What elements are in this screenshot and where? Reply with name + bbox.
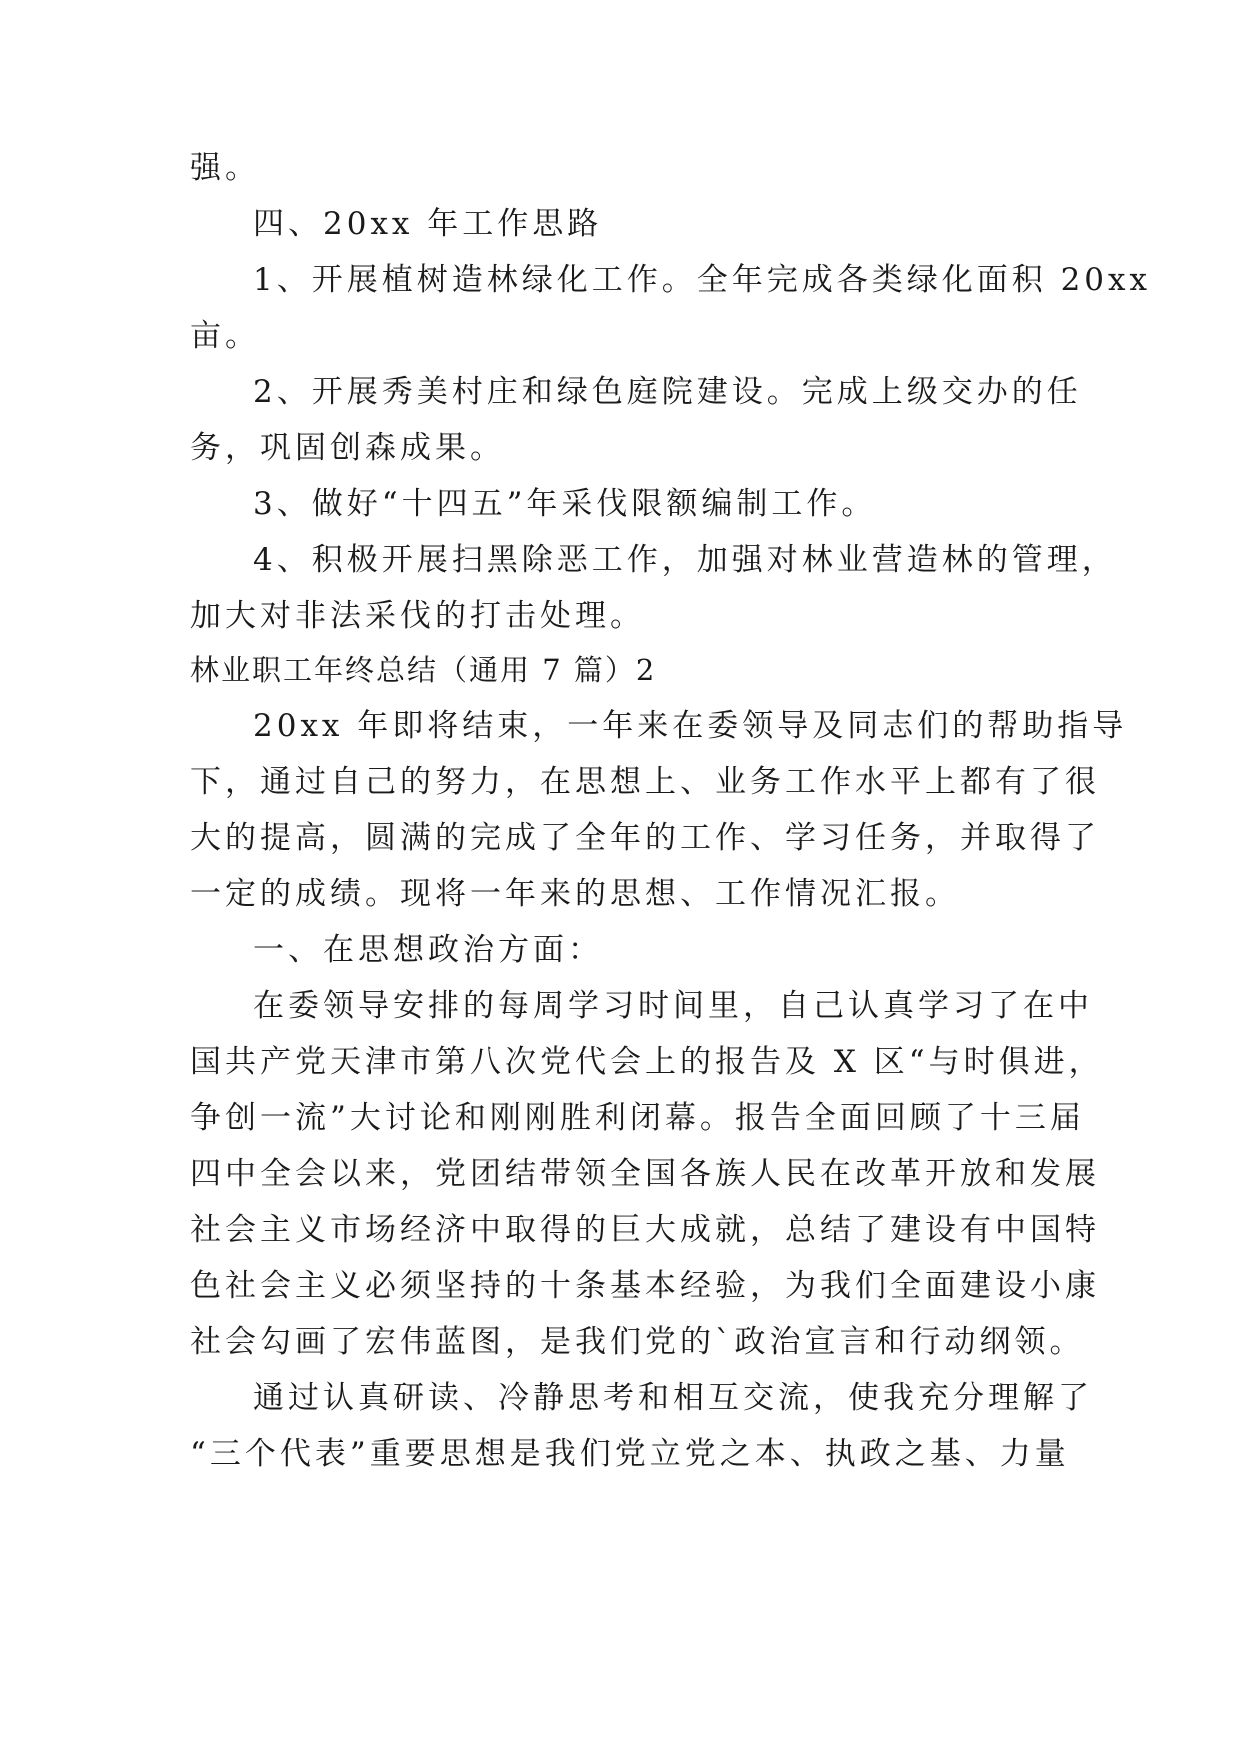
text-line: 大的提高，圆满的完成了全年的工作、学习任务，并取得了 — [190, 820, 1100, 856]
text-line: 亩。 — [190, 318, 260, 354]
text-line: 2、开展秀美村庄和绿色庭院建设。完成上级交办的任 — [253, 374, 1082, 410]
text-line: 20xx 年即将结束，一年来在委领导及同志们的帮助指导 — [253, 708, 1128, 744]
text-line: 争创一流”大讨论和刚刚胜利闭幕。报告全面回顾了十三届 — [190, 1100, 1085, 1136]
text-line: 3、做好“十四五”年采伐限额编制工作。 — [253, 486, 877, 522]
text-line: 通过认真研读、冷静思考和相互交流，使我充分理解了 — [253, 1380, 1093, 1416]
text-line: 社会主义市场经济中取得的巨大成就，总结了建设有中国特 — [190, 1212, 1100, 1248]
text-line: 1、开展植树造林绿化工作。全年完成各类绿化面积 20xx — [253, 262, 1151, 298]
text-line: 强。 — [190, 150, 260, 186]
article-title: 林业职工年终总结（通用 7 篇）2 — [190, 653, 657, 687]
text-line: 国共产党天津市第八次党代会上的报告及 X 区“与时俱进， — [190, 1044, 1104, 1080]
text-line: 4、积极开展扫黑除恶工作，加强对林业营造林的管理， — [253, 542, 1117, 578]
text-line: 色社会主义必须坚持的十条基本经验，为我们全面建设小康 — [190, 1268, 1100, 1304]
text-line: 务，巩固创森成果。 — [190, 430, 505, 466]
text-line: 一定的成绩。现将一年来的思想、工作情况汇报。 — [190, 876, 960, 912]
section-heading: 一、在思想政治方面： — [253, 932, 603, 968]
section-heading: 四、20xx 年工作思路 — [253, 206, 603, 242]
text-line: 在委领导安排的每周学习时间里，自己认真学习了在中 — [253, 988, 1093, 1024]
text-line: 社会勾画了宏伟蓝图，是我们党的`政治宣言和行动纲领。 — [190, 1324, 1085, 1360]
text-line: 四中全会以来，党团结带领全国各族人民在改革开放和发展 — [190, 1156, 1100, 1192]
text-line: “三个代表”重要思想是我们党立党之本、执政之基、力量 — [190, 1436, 1070, 1472]
text-line: 下，通过自己的努力，在思想上、业务工作水平上都有了很 — [190, 764, 1100, 800]
text-line: 加大对非法采伐的打击处理。 — [190, 598, 645, 634]
